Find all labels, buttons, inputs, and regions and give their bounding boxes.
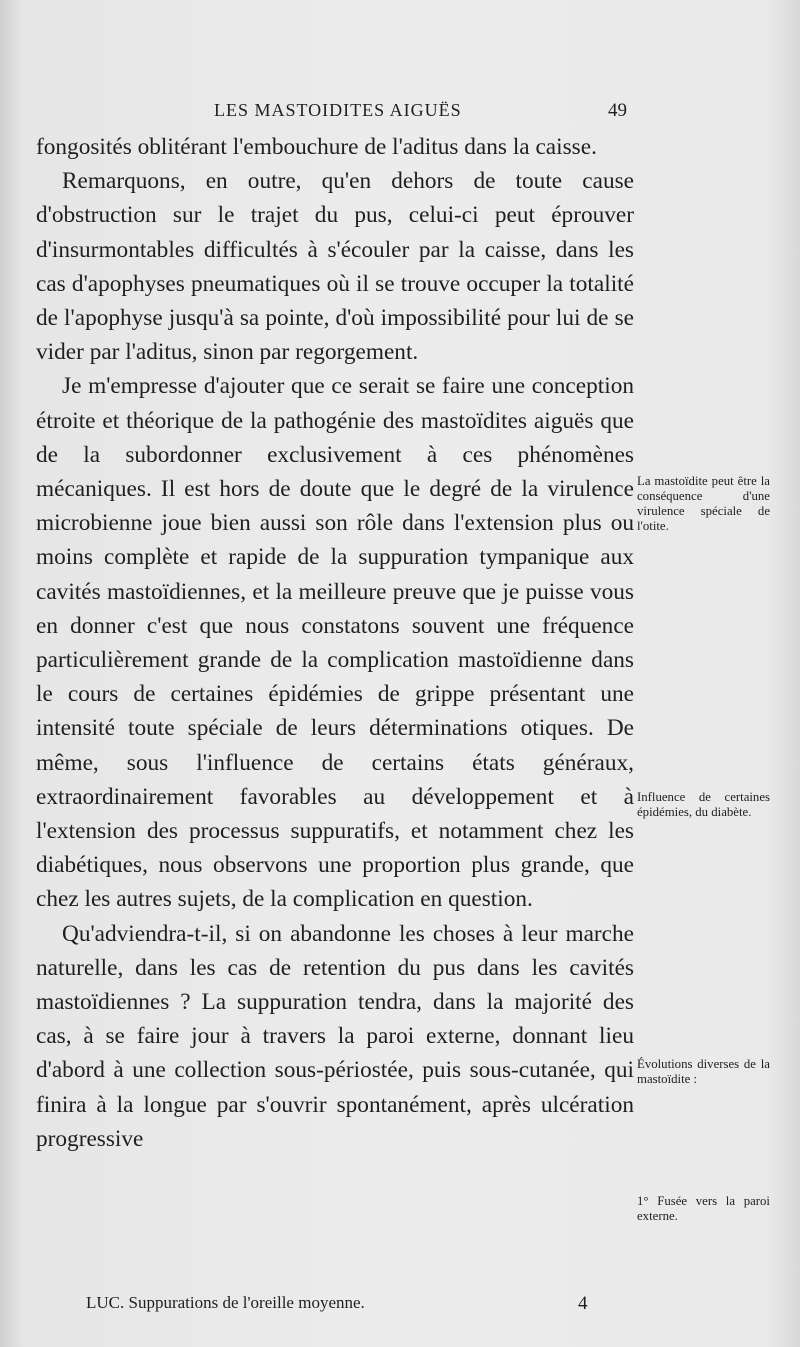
running-title: LES MASTOIDITES AIGUËS bbox=[214, 100, 462, 120]
paragraph-evolution: Qu'adviendra-t-il, si on abandonne les choses à leur marche naturelle, dans les cas de retention du pus dans les cavités mastoïdiennes ? La suppuration tendra, dans la majorité des cas, à se faire jour à travers la paroi externe, donnant lieu d'abord à une collection sous-périostée, puis sous-cutanée, qui finira à la longue par s'ouvrir spontanément, après ulcération progressive bbox=[36, 920, 634, 1152]
body-text bbox=[36, 130, 634, 1156]
paragraph-remarquons: Remarquons, en outre, qu'en dehors de toute cause d'obstruction sur le trajet du pus, celui-ci peut éprouver d'insurmontables difficultés à s'écouler par la caisse, dans les cas d'apophyses pneumatiques où il se trouve occuper la totalité de l'apophyse jusqu'à sa pointe, d'où impossibilité pour lui de se vider par l'aditus, sinon par regorgement. bbox=[36, 168, 634, 366]
running-head bbox=[0, 98, 800, 128]
page-number: 49 bbox=[608, 100, 627, 121]
sheet-number: 4 bbox=[578, 1293, 588, 1314]
margin-note-virulence: La mastoïdite peut être la conséquence d'une virulence spéciale de l'otite. bbox=[637, 474, 770, 533]
signature-line: LUC. Suppurations de l'oreille moyenne. bbox=[86, 1293, 365, 1312]
margin-note-epidemies: Influence de certaines épidémies, du diabète. bbox=[637, 790, 770, 819]
paragraph-virulence: Je m'empresse d'ajouter que ce serait se faire une conception étroite et théorique de la pathogénie des mastoïdites aiguës que de la subordonner exclusivement à ces phénomènes mécaniques. Il est hors de doute que le degré de la virulence microbienne joue bien aussi son rôle dans l'extension plus ou moins complète et rapide de la suppuration tympanique aux cavités mastoïdiennes, et la meilleure preuve que je puisse vous en donner c'est que nous constatons souvent une fréquence particulièrement grande de la complication mastoïdienne dans le cours de certaines épidémies de grippe présentant une intensité toute spéciale de leurs déterminations otiques. De même, sous l'influence de certains états généraux, extraordinairement favorables au développement et à l'extension des processus suppuratifs, et notamment chez les diabétiques, nous observons une proportion plus grande, que chez les autres sujets, de la complication en question. bbox=[36, 373, 634, 913]
paragraph-continuation: fongosités oblitérant l'embouchure de l'aditus dans la caisse. bbox=[36, 134, 597, 160]
margin-note-fusee: 1° Fusée vers la paroi externe. bbox=[637, 1194, 770, 1223]
margin-note-evolutions: Évolutions diverses de la mastoïdite : bbox=[637, 1057, 770, 1086]
page-footer bbox=[0, 1293, 800, 1321]
